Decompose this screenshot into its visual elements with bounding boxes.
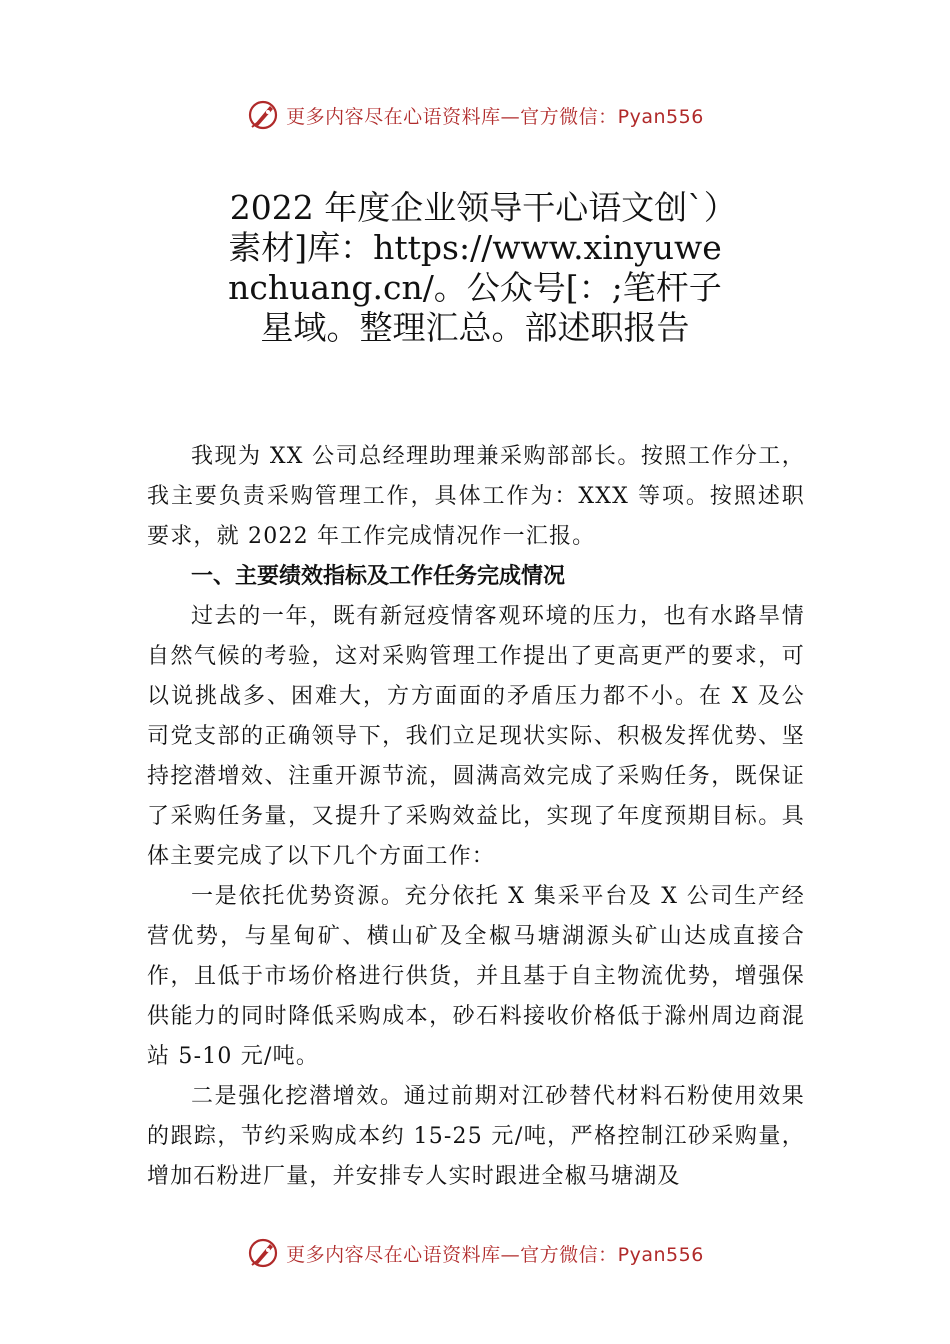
header-banner	[0, 95, 950, 135]
paragraph-overview: 过去的一年，既有新冠疫情客观环境的压力，也有水路旱情自然气候的考验，这对采购管理工作提出了更高更严的要求，可以说挑战多、困难大，方方面面的矛盾压力都不小。在 X 及公司党支部的正确领导下，我们立足现状实际、积极发挥优势、坚持挖潜增效、注重开源节流，圆满高效完成了采购任务，既保证了采购任务量，又提升了采购效益比，实现了年度预期目标。具体主要完成了以下几个方面工作：	[147, 604, 805, 869]
wechat-handle: Pyan556	[617, 105, 704, 128]
document-body	[147, 437, 805, 1197]
banner-slogan: 更多内容尽在心语资料库—官方微信：	[286, 105, 618, 128]
paragraph-item-2: 二是强化挖潜增效。通过前期对江砂替代材料石粉使用效果的跟踪，节约采购成本约 15-25 元/吨，严格控制江砂采购量，增加石粉进厂量，并安排专人实时跟进全椒马塘湖及	[147, 1084, 805, 1189]
wechat-handle: Pyan556	[617, 1243, 704, 1266]
quill-pen-logo-icon	[246, 98, 280, 132]
footer-banner	[0, 1233, 950, 1273]
section-heading: 一、主要绩效指标及工作任务完成情况	[191, 564, 566, 589]
paragraph-item-1: 一是依托优势资源。充分依托 X 集采平台及 X 公司生产经营优势，与星甸矿、横山矿及全椒马塘湖源头矿山达成直接合作，且低于市场价格进行供货，并且基于自主物流优势，增强保供能力的同时降低采购成本，砂石料接收价格低于滁州周边商混站 5-10 元/吨。	[147, 884, 805, 1069]
document-title: 2022 年度企业领导干心语文创`）素材]库：https://www.xinyuwenchuang.cn/。公众号[：;笔杆子星域。整理汇总。部述职报告	[228, 188, 722, 347]
banner-text	[286, 102, 704, 129]
paragraph-intro: 我现为 XX 公司总经理助理兼采购部部长。按照工作分工，我主要负责采购管理工作，具体工作为：XXX 等项。按照述职要求，就 2022 年工作完成情况作一汇报。	[147, 444, 805, 549]
banner-slogan: 更多内容尽在心语资料库—官方微信：	[286, 1243, 618, 1266]
banner-text	[286, 1240, 704, 1267]
quill-pen-logo-icon	[246, 1236, 280, 1270]
